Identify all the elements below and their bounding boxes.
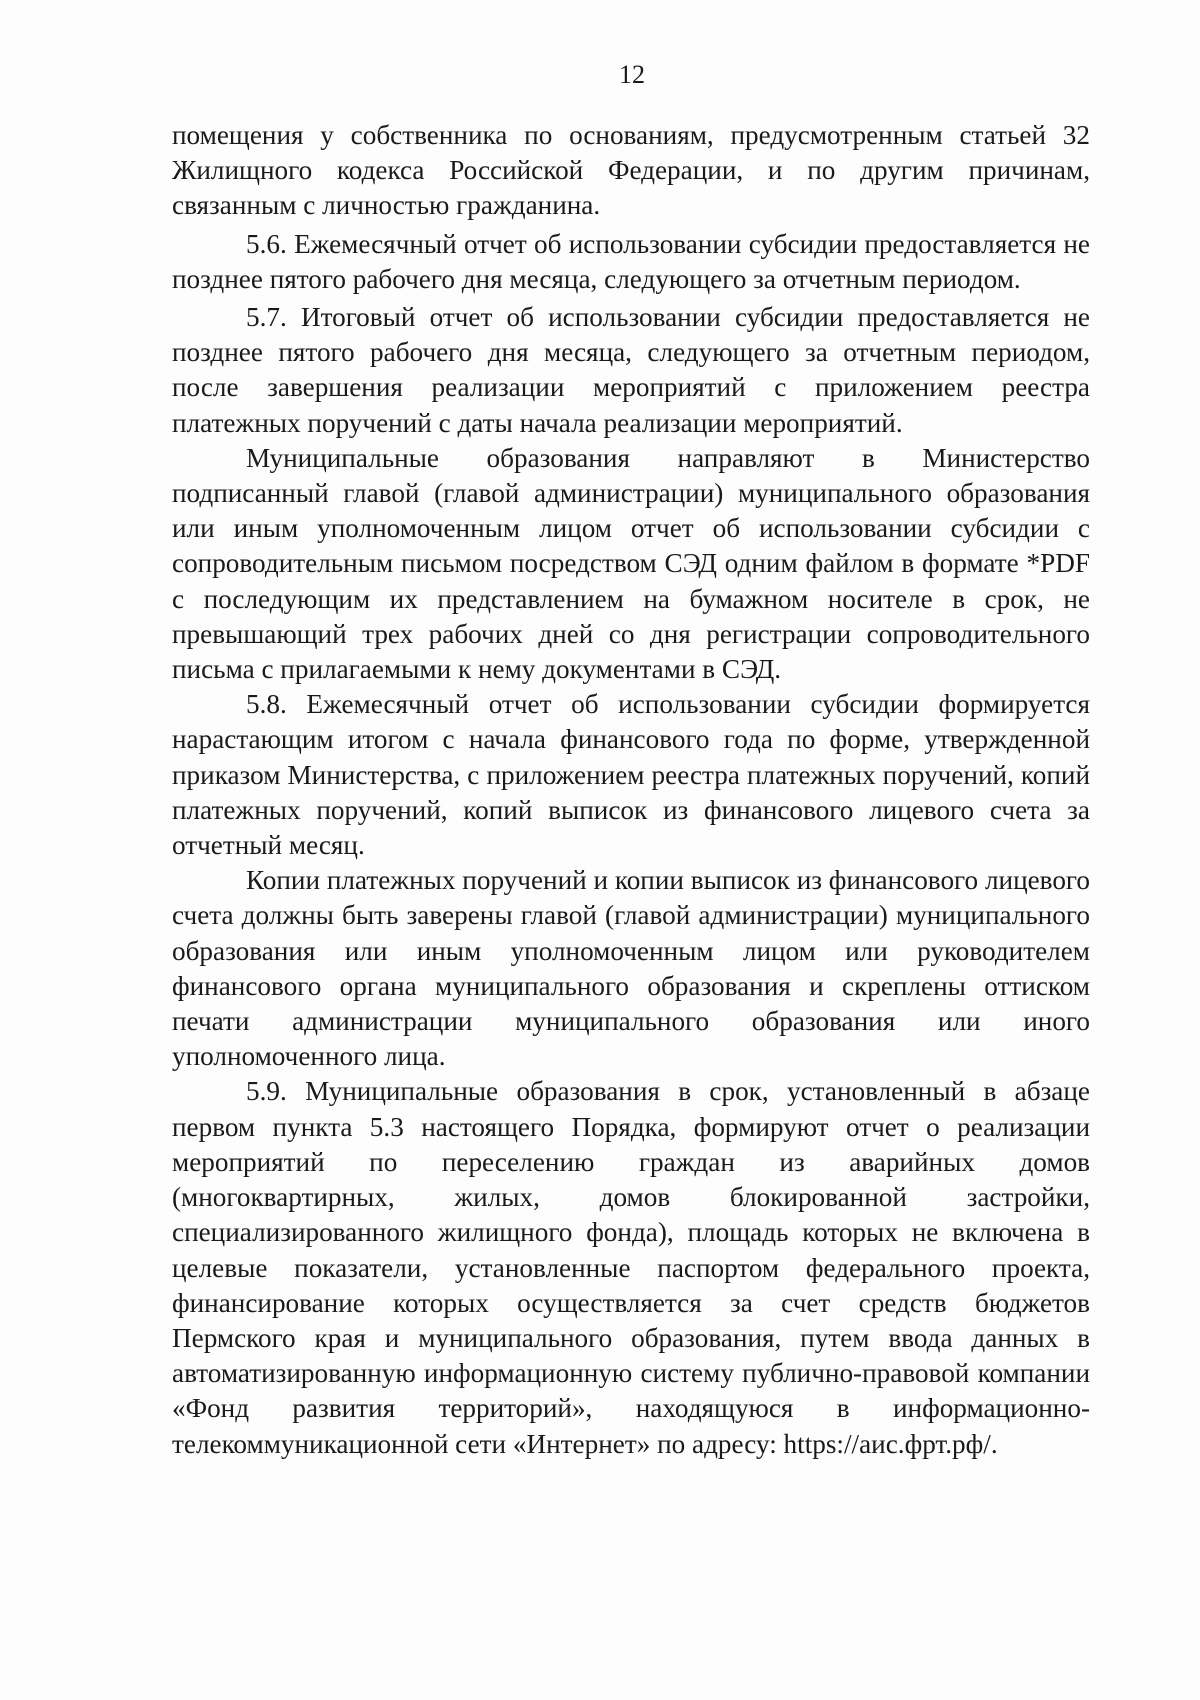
paragraph-continuation: помещения у собственника по основаниям, предусмотренным статьей 32 Жилищного кодекса Российской Федерации, и по другим причинам, связанным с личностью гражданина. <box>172 120 1090 221</box>
document-body <box>172 118 1090 1462</box>
page-number: 12 <box>619 60 645 89</box>
paragraph-report-submission: Муниципальные образования направляют в Министерство подписанный главой (главой администрации) муниципального образования или иным уполномоченным лицом отчет об использовании субсидии с сопроводительным письмом посредством СЭД одним файлом в формате *PDF с последующим их представлением на бумажном носителе в срок, не превышающий трех рабочих дней со дня регистрации сопроводительного письма с прилагаемыми к нему документами в СЭД. <box>172 442 1090 685</box>
paragraph-certified-copies: Копии платежных поручений и копии выписок из финансового лицевого счета должны быть заверены главой (главой администрации) муниципального образования или иным уполномоченным лицом или руководителем финансового органа муниципального образования и скреплены оттиском печати администрации муниципального образования или иного уполномоченного лица. <box>172 865 1090 1072</box>
paragraph-5-8: 5.8. Ежемесячный отчет об использовании субсидии формируется нарастающим итогом с начала финансового года по форме, утвержденной приказом Министерства, с приложением реестра платежных поручений, копий платежных поручений, копий выписок из финансового лицевого счета за отчетный месяц. <box>172 689 1090 861</box>
paragraph-5-6: 5.6. Ежемесячный отчет об использовании субсидии предоставляется не позднее пятого рабочего дня месяца, следующего за отчетным периодом. <box>172 228 1090 294</box>
paragraph-5-7: 5.7. Итоговый отчет об использовании субсидии предоставляется не позднее пятого рабочего дня месяца, следующего за отчетным периодом, после завершения реализации мероприятий с приложением реестра платежных поручений с даты начала реализации мероприятий. <box>172 302 1090 438</box>
paragraph-5-9: 5.9. Муниципальные образования в срок, установленный в абзаце первом пункта 5.3 настоящего Порядка, формируют отчет о реализации мероприятий по переселению граждан из аварийных домов (многоквартирных, жилых, домов блокированной застройки, специализированного жилищного фонда), площадь которых не включена в целевые показатели, установленные паспортом федерального проекта, финансирование которых осуществляется за счет средств бюджетов Пермского края и муниципального образования, путем ввода данных в автоматизированную информационную систему публично-правовой компании «Фонд развития территорий», находящуюся в информационно-телекоммуникационной сети «Интернет» по адресу: https://аис.фрт.рф/. <box>172 1076 1090 1459</box>
